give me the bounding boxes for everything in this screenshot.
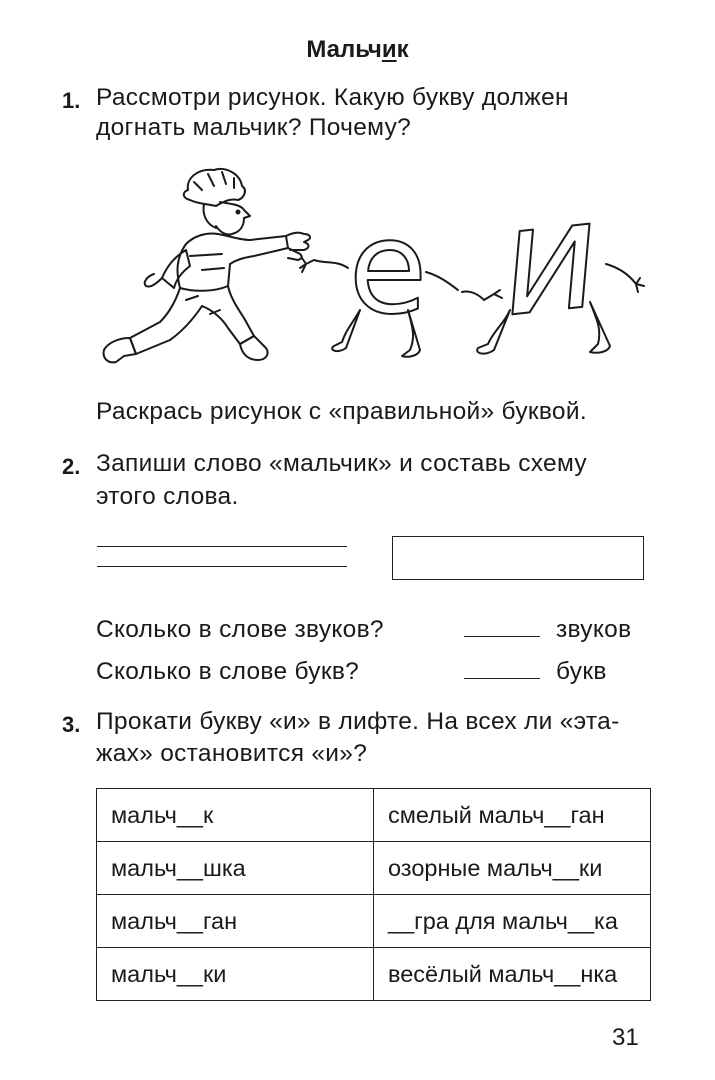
- page-title: Мальчик: [306, 36, 409, 63]
- task2-number: 2.: [62, 454, 81, 479]
- letter-i-character: [462, 167, 644, 353]
- page-number: 31: [612, 1024, 639, 1051]
- letters-question: Сколько в слове букв?: [96, 658, 360, 685]
- sounds-unit: звуков: [556, 616, 632, 643]
- task1-text-line2: догнать мальчик? Почему?: [96, 114, 412, 141]
- sounds-answer-blank[interactable]: [464, 636, 540, 637]
- letter-e-character: [300, 194, 458, 357]
- letters-answer-blank[interactable]: [464, 678, 540, 679]
- table-cell[interactable]: весёлый мальч__нка: [374, 948, 651, 1001]
- table-cell[interactable]: мальч__ган: [97, 895, 374, 948]
- table-cell[interactable]: мальч__ки: [97, 948, 374, 1001]
- boy-figure: [104, 169, 310, 362]
- table-cell[interactable]: озорные мальч__ки: [374, 842, 651, 895]
- task3-number: 3.: [62, 712, 81, 737]
- task3-text-line2: жах» остановится «и»?: [96, 740, 368, 767]
- task2-text-line1: Запиши слово «мальчик» и составь схему: [96, 450, 587, 477]
- task1-number: 1.: [62, 88, 81, 113]
- letter-e: е: [348, 194, 428, 343]
- sounds-question: Сколько в слове звуков?: [96, 616, 384, 643]
- table-cell[interactable]: мальч__к: [97, 789, 374, 842]
- task1-text-line1: Рассмотри рисунок. Какую букву должен: [96, 84, 569, 111]
- table-cell[interactable]: мальч__шка: [97, 842, 374, 895]
- table-row: [97, 948, 651, 1001]
- letters-unit: букв: [556, 658, 607, 685]
- task3-text-line1: Прокати букву «и» в лифте. На всех ли «эта-: [96, 708, 620, 735]
- words-table: [96, 788, 651, 1001]
- table-cell[interactable]: __гра для мальч__ка: [374, 895, 651, 948]
- table-cell[interactable]: смелый мальч__ган: [374, 789, 651, 842]
- word-writing-line-2[interactable]: [97, 566, 347, 567]
- table-row: [97, 842, 651, 895]
- title-highlight-letter: и: [381, 36, 397, 63]
- boy-chasing-letters-illustration: [90, 160, 670, 385]
- letter-i: и: [492, 167, 608, 351]
- word-writing-line-1[interactable]: [97, 546, 347, 547]
- task2-text-line2: этого слова.: [96, 483, 239, 510]
- table-row: [97, 895, 651, 948]
- table-row: [97, 789, 651, 842]
- word-scheme-box[interactable]: [392, 536, 644, 580]
- task1-caption: Раскрась рисунок с «правильной» буквой.: [96, 398, 587, 425]
